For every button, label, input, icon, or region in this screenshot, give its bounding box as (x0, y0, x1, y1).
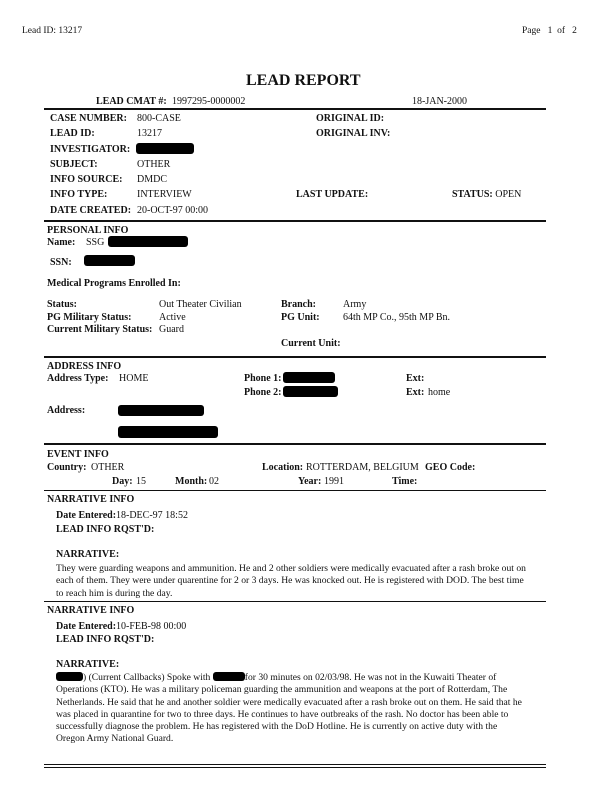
info-source-label: INFO SOURCE: (50, 174, 123, 185)
page-number (522, 26, 577, 36)
narrative2-text-a: ) (Current Callbacks) Spoke with (83, 672, 211, 683)
location-label: Location: (262, 462, 304, 473)
month: 02 (209, 476, 219, 487)
narrative1-text: They were guarding weapons and ammunition. He and 2 other soldiers were medically evacuated after a rash broke out on each of them. They were under quarentine for 2 or 3 days. He was knocked out. He is registered with DOD. The best time to reach him is during the day. (56, 563, 526, 599)
status-label: STATUS: (452, 189, 493, 200)
ext2: home (428, 387, 451, 398)
redaction-investigator (136, 143, 194, 154)
time-label: Time: (392, 476, 418, 487)
narrative2-heading: NARRATIVE INFO (47, 605, 135, 616)
narrative2-date-label: Date Entered: (56, 621, 117, 632)
divider (44, 443, 546, 445)
day-label: Day: (112, 476, 133, 487)
branch: Army (343, 299, 367, 310)
lead-id-label: LEAD ID: (50, 128, 95, 139)
narrative2-date: 10-FEB-98 00:00 (116, 621, 187, 632)
divider (44, 764, 546, 765)
redaction-inline-1 (56, 672, 83, 681)
event-heading: EVENT INFO (47, 449, 109, 460)
divider (44, 601, 546, 602)
cmat-date: 18-JAN-2000 (412, 96, 467, 107)
status-field (452, 189, 521, 200)
divider (44, 356, 546, 358)
page-label: Page (522, 26, 541, 36)
divider (44, 767, 546, 768)
page-current: 1 (547, 26, 553, 36)
subject: OTHER (137, 159, 171, 170)
year: 1991 (324, 476, 344, 487)
narrative2-label: NARRATIVE: (56, 659, 120, 670)
branch-label: Branch: (281, 299, 316, 310)
address-heading: ADDRESS INFO (47, 361, 122, 372)
divider (44, 220, 546, 222)
redaction-address1 (118, 405, 204, 416)
location: ROTTERDAM, BELGIUM (306, 462, 419, 473)
current-unit-label: Current Unit: (281, 338, 341, 349)
divider (44, 490, 546, 491)
narrative1-date: 18-DEC-97 18:52 (116, 510, 188, 521)
narrative1-label: NARRATIVE: (56, 549, 120, 560)
original-inv-label: ORIGINAL INV: (316, 128, 391, 139)
status2-label: Status: (47, 299, 78, 310)
phone1-label: Phone 1: (244, 373, 282, 384)
cmat-value: 1997295-0000002 (172, 96, 246, 107)
pg-unit: 64th MP Co., 95th MP Bn. (343, 312, 451, 323)
redaction-address2 (118, 426, 218, 438)
case-number: 800-CASE (137, 113, 181, 124)
address-type: HOME (119, 373, 149, 384)
divider (44, 108, 546, 110)
phone2-label: Phone 2: (244, 387, 282, 398)
narrative2-text (56, 672, 526, 746)
info-type-label: INFO TYPE: (50, 189, 108, 200)
ssn-label: SSN: (50, 257, 72, 268)
address-label: Address: (47, 405, 86, 416)
status-value: OPEN (495, 189, 522, 200)
narrative1-date-label: Date Entered: (56, 510, 117, 521)
geo-code-label: GEO Code: (425, 462, 476, 473)
date-created-label: DATE CREATED: (50, 205, 132, 216)
personal-heading: PERSONAL INFO (47, 225, 129, 236)
pg-unit-label: PG Unit: (281, 312, 320, 323)
day: 15 (136, 476, 146, 487)
page-total: 2 (572, 26, 577, 36)
cur-mil: Guard (159, 324, 184, 335)
redaction-name (108, 236, 188, 247)
ext2-label: Ext: (406, 387, 425, 398)
country: OTHER (91, 462, 125, 473)
year-label: Year: (298, 476, 322, 487)
month-label: Month: (175, 476, 208, 487)
name-rank: SSG (86, 237, 105, 248)
pg-mil-label: PG Military Status: (47, 312, 132, 323)
redaction-inline-2 (213, 672, 245, 681)
case-number-label: CASE NUMBER: (50, 113, 127, 124)
lead-id: 13217 (137, 128, 162, 139)
status2: Out Theater Civilian (159, 299, 242, 310)
info-source: DMDC (137, 174, 168, 185)
info-type: INTERVIEW (137, 189, 192, 200)
page-lead-id: Lead ID: 13217 (22, 26, 83, 36)
address-type-label: Address Type: (47, 373, 109, 384)
cur-mil-label: Current Military Status: (47, 324, 153, 335)
name-label: Name: (47, 237, 76, 248)
date-created: 20-OCT-97 00:00 (137, 205, 209, 216)
redaction-phone2 (283, 386, 338, 397)
report-title: LEAD REPORT (246, 72, 361, 89)
ext1-label: Ext: (406, 373, 425, 384)
country-label: Country: (47, 462, 87, 473)
investigator-label: INVESTIGATOR: (50, 144, 131, 155)
narrative1-rqst-label: LEAD INFO RQST'D: (56, 524, 155, 535)
cmat-label: LEAD CMAT #: (96, 96, 167, 107)
medical-label: Medical Programs Enrolled In: (47, 278, 181, 289)
original-id-label: ORIGINAL ID: (316, 113, 385, 124)
subject-label: SUBJECT: (50, 159, 98, 170)
last-update-label: LAST UPDATE: (296, 189, 369, 200)
redaction-ssn (84, 255, 135, 266)
pg-mil: Active (159, 312, 186, 323)
narrative2-rqst-label: LEAD INFO RQST'D: (56, 634, 155, 645)
narrative2-text-b: for 30 minutes on 02/03/98. He was not in the Kuwaiti Theater of Operations (KTO). He was a military policeman guarding the ammunition and weapons at the port of Rotterdam, The Netherlands. He said that he and another soldier were medically evacuated after a rash broke out on them. He said that he was placed in quarantine for two to three days. He continues to have outbreaks of the rash. No doctor has been able to successfully diagnose the problem. He has registered with the DoD Hotline. He is currently on active duty with the Oregon Army National Guard. (56, 672, 522, 745)
redaction-phone1 (283, 372, 335, 383)
page-of: of (557, 26, 566, 36)
narrative1-heading: NARRATIVE INFO (47, 494, 135, 505)
